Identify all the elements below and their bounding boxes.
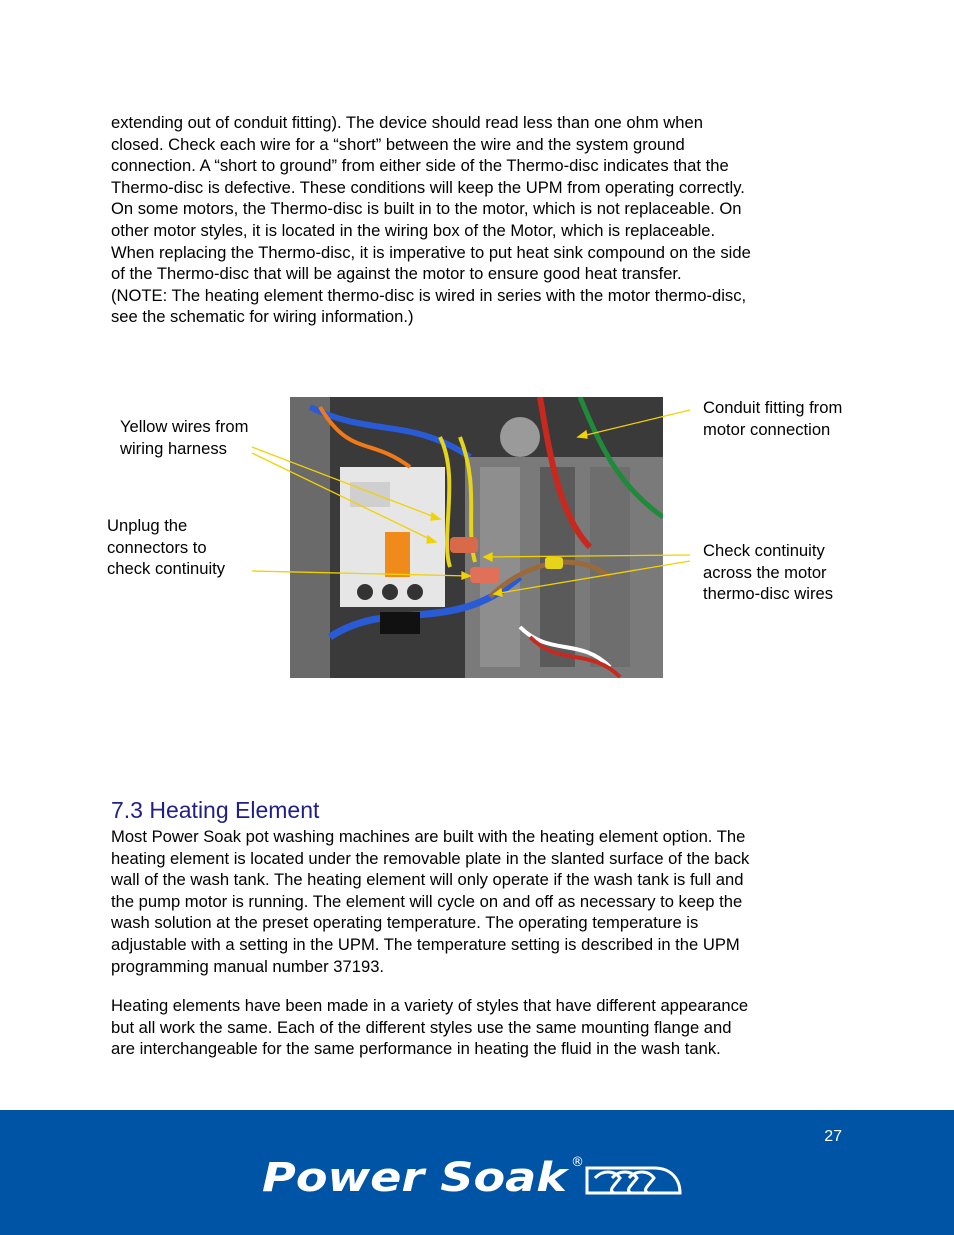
intro-line: extending out of conduit fitting). The device should read less than one ohm when <box>111 113 703 132</box>
callout-line: wiring harness <box>120 438 227 458</box>
intro-line: When replacing the Thermo-disc, it is imperative to put heat sink compound on the side <box>111 242 751 262</box>
callout-conduit <box>703 397 842 440</box>
paragraph-line: but all work the same. Each of the different styles use the same mounting flange and <box>111 1017 732 1037</box>
paragraph-line: are interchangeable for the same performance in heating the fluid in the wash tank. <box>111 1039 721 1059</box>
intro-text <box>111 112 851 328</box>
paragraph-line: Most Power Soak pot washing machines are built with the heating element option. The <box>111 827 746 846</box>
logo-wordmark: Power Soak <box>262 1155 570 1200</box>
wiring-box-illustration <box>290 397 663 678</box>
registered-mark: ® <box>571 1155 584 1170</box>
paragraph-line: heating element is located under the removable plate in the slanted surface of the back <box>111 848 750 868</box>
wiring-box-photo <box>290 397 663 678</box>
paragraph-line: adjustable with a setting in the UPM. The temperature setting is described in the UPM <box>111 934 740 954</box>
power-soak-logo <box>262 1148 682 1200</box>
paragraph-line: the pump motor is running. The element will cycle on and off as necessary to keep the <box>111 891 743 911</box>
paragraph-line: Heating elements have been made in a variety of styles that have different appearance <box>111 996 749 1015</box>
footer-bar <box>0 1110 954 1235</box>
intro-line: of the Thermo-disc that will be against the motor to ensure good heat transfer. <box>111 264 682 284</box>
callout-line: across the motor <box>703 562 827 582</box>
intro-line: see the schematic for wiring information.) <box>111 307 414 327</box>
callout-line: motor connection <box>703 419 831 439</box>
callout-line: connectors to <box>107 537 207 557</box>
callout-line: Unplug the <box>107 516 188 535</box>
callout-yellow-wires <box>120 416 249 459</box>
intro-line: Thermo-disc is defective. These conditions will keep the UPM from operating correctly. <box>111 177 745 197</box>
section-paragraph <box>111 826 851 977</box>
intro-line: connection. A “short to ground” from either side of the Thermo-disc indicates that the <box>111 156 729 176</box>
intro-line: closed. Check each wire for a “short” between the wire and the system ground <box>111 134 685 154</box>
intro-line: On some motors, the Thermo-disc is built in to the motor, which is not replaceable. On <box>111 199 742 219</box>
callout-line: check continuity <box>107 559 226 579</box>
paragraph-line: programming manual number 37193. <box>111 956 385 976</box>
callout-unplug <box>107 515 225 580</box>
callout-line: Yellow wires from <box>120 417 249 436</box>
callout-line: Conduit fitting from <box>703 398 843 417</box>
section-paragraph <box>111 995 851 1060</box>
callout-check-continuity <box>703 540 833 605</box>
section-heading: 7.3 Heating Element <box>111 797 320 823</box>
callout-line: Check continuity <box>703 541 825 560</box>
page-number: 27 <box>824 1128 842 1145</box>
intro-line: other motor styles, it is located in the wiring box of the Motor, which is replaceable. <box>111 220 716 240</box>
paragraph-line: wash solution at the preset operating temperature. The operating temperature is <box>111 913 699 933</box>
paragraph-line: wall of the wash tank. The heating element will only operate if the wash tank is full and <box>111 870 744 890</box>
logo-wave-icon <box>587 1168 680 1193</box>
callout-line: thermo-disc wires <box>703 584 834 604</box>
intro-line: (NOTE: The heating element thermo-disc is wired in series with the motor thermo-disc, <box>111 285 747 305</box>
